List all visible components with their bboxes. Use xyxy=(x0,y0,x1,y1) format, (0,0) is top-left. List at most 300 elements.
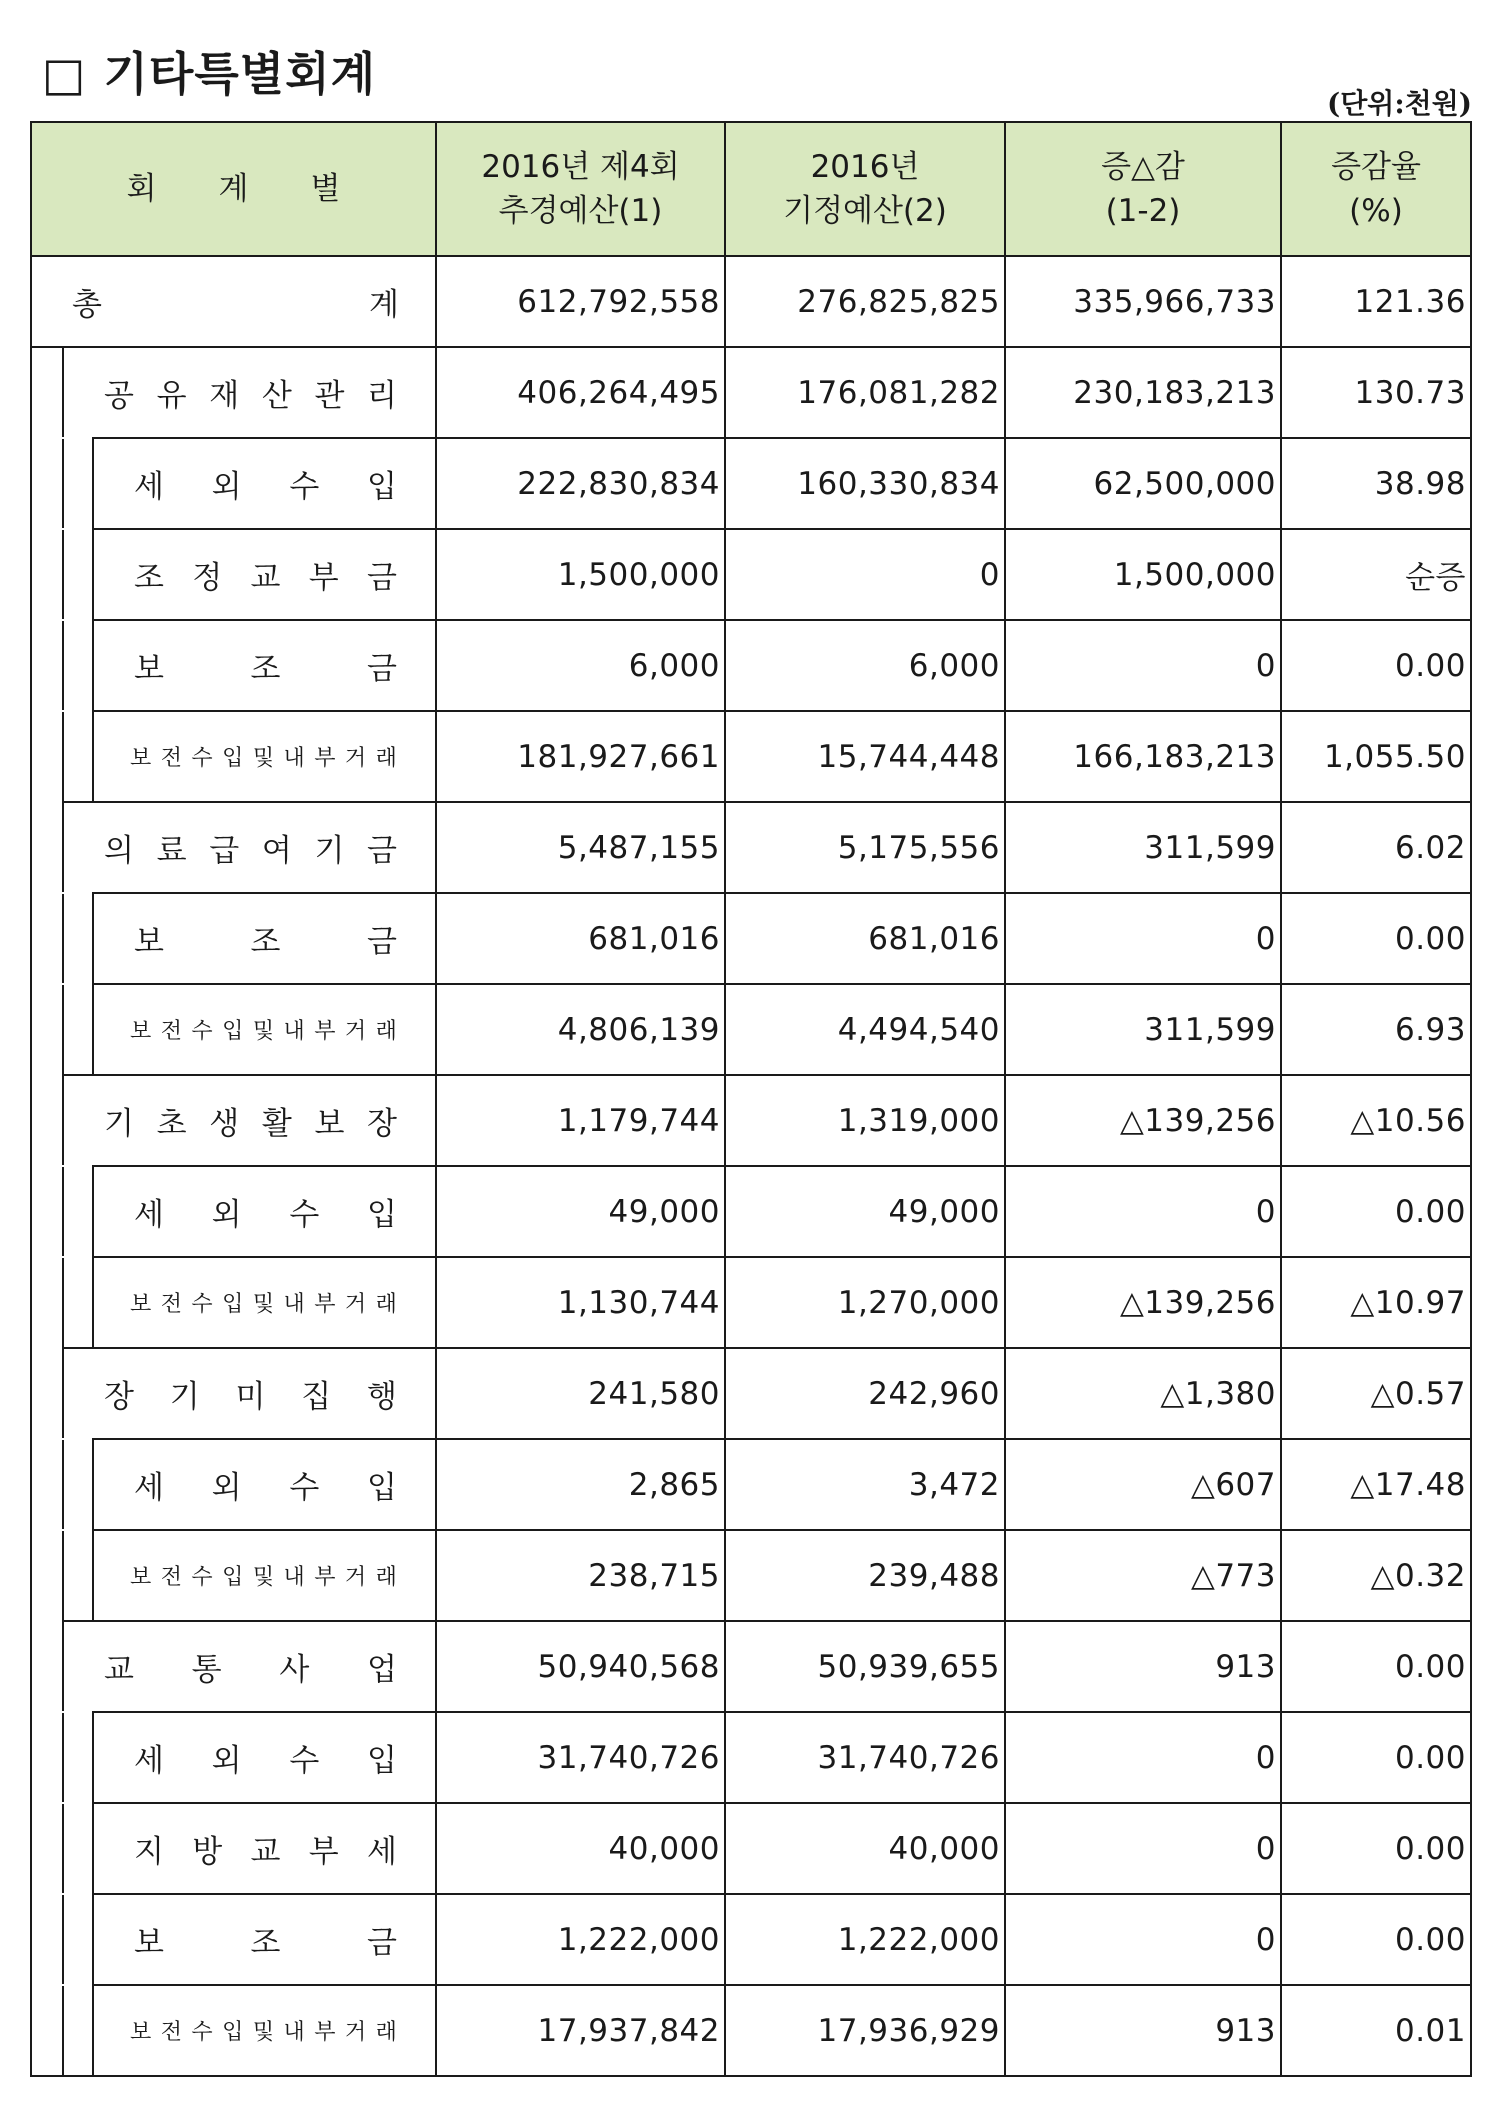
change-amount-cell: 1,500,000 xyxy=(1005,529,1281,620)
account-name-char: 보 xyxy=(314,1106,345,1142)
border-mask xyxy=(32,1347,62,1349)
change-rate-cell: 0.00 xyxy=(1281,1712,1471,1803)
page-title: □ 기타특별회계 xyxy=(42,47,377,101)
revised-budget-cell: 50,940,568 xyxy=(436,1621,725,1712)
change-amount-cell: 311,599 xyxy=(1005,984,1281,1075)
indent-line xyxy=(92,1984,94,2077)
revised-budget-cell: 17,937,842 xyxy=(436,1985,725,2076)
existing-budget-cell: 31,740,726 xyxy=(725,1712,1005,1803)
indent-line xyxy=(62,1984,64,2077)
header-col1-line2: 추경예산(1) xyxy=(498,193,663,229)
account-name-char: 거 xyxy=(344,1019,367,1044)
table-row xyxy=(31,1257,1471,1348)
indent-line xyxy=(62,710,64,803)
account-name-char: 기 xyxy=(104,1106,134,1142)
border-mask xyxy=(32,1802,92,1804)
header-col2-line1: 2016년 xyxy=(810,149,920,185)
account-name-char: 내 xyxy=(283,1565,305,1590)
budget-table xyxy=(30,121,1472,2077)
revised-budget-cell: 2,865 xyxy=(436,1439,725,1530)
account-name-char: 및 xyxy=(252,1019,275,1044)
change-amount-cell: △139,256 xyxy=(1005,1257,1281,1348)
account-name-char: 교 xyxy=(250,1834,281,1870)
account-name-label xyxy=(32,370,435,415)
table-row xyxy=(31,1530,1471,1621)
table-header-row xyxy=(31,122,1471,256)
border-mask xyxy=(32,892,92,894)
revised-budget-cell: 681,016 xyxy=(436,893,725,984)
account-name-char: 보 xyxy=(130,2020,152,2045)
account-name-cell xyxy=(31,1166,436,1257)
table-row xyxy=(31,1621,1471,1712)
account-name-cell xyxy=(31,711,436,802)
indent-line xyxy=(62,983,64,1076)
account-name-char: 세 xyxy=(134,1470,164,1506)
account-name-char: 내 xyxy=(283,1019,305,1044)
account-name-char: 내 xyxy=(283,746,305,771)
border-mask xyxy=(32,1893,92,1895)
account-name-char: 금 xyxy=(367,924,397,960)
account-name-char: 여 xyxy=(261,833,292,869)
change-rate-cell: △10.56 xyxy=(1281,1075,1471,1166)
indent-line xyxy=(62,1165,64,1258)
change-amount-cell: 62,500,000 xyxy=(1005,438,1281,529)
change-amount-cell: 0 xyxy=(1005,893,1281,984)
indent-line xyxy=(62,1620,64,1713)
change-rate-cell: 0.01 xyxy=(1281,1985,1471,2076)
account-name-char: 공 xyxy=(104,378,134,414)
account-name-cell xyxy=(31,893,436,984)
header-account xyxy=(31,122,436,256)
indent-line xyxy=(92,619,94,712)
account-name-char: 통 xyxy=(191,1652,222,1688)
account-name-char: 교 xyxy=(250,560,281,596)
account-name-char: 부 xyxy=(308,560,339,596)
header-col1-line1: 2016년 제4회 xyxy=(481,149,680,185)
account-name-cell xyxy=(31,1257,436,1348)
account-name-label xyxy=(32,279,435,324)
header-col2-line2: 기정예산(2) xyxy=(783,193,947,229)
change-rate-cell: 0.00 xyxy=(1281,1166,1471,1257)
account-name-char: 리 xyxy=(367,378,397,414)
revised-budget-cell: 49,000 xyxy=(436,1166,725,1257)
account-name-char: 입 xyxy=(222,1292,244,1317)
change-rate-cell: △10.97 xyxy=(1281,1257,1471,1348)
indent-line xyxy=(92,528,94,621)
revised-budget-cell: 40,000 xyxy=(436,1803,725,1894)
account-name-cell xyxy=(31,1621,436,1712)
change-rate-cell: △17.48 xyxy=(1281,1439,1471,1530)
indent-line xyxy=(62,1438,64,1531)
existing-budget-cell: 40,000 xyxy=(725,1803,1005,1894)
account-name-char: 장 xyxy=(367,1106,397,1142)
change-rate-cell: 0.00 xyxy=(1281,1621,1471,1712)
account-name-char: 총 xyxy=(72,287,102,323)
indent-line xyxy=(62,1256,64,1349)
account-name-char: 수 xyxy=(289,1470,320,1506)
account-name-char: 세 xyxy=(134,469,164,505)
change-rate-cell: 130.73 xyxy=(1281,347,1471,438)
account-name-cell xyxy=(31,438,436,529)
existing-budget-cell: 50,939,655 xyxy=(725,1621,1005,1712)
table-row xyxy=(31,1166,1471,1257)
revised-budget-cell: 1,130,744 xyxy=(436,1257,725,1348)
existing-budget-cell: 6,000 xyxy=(725,620,1005,711)
change-amount-cell: 335,966,733 xyxy=(1005,256,1281,347)
indent-line xyxy=(92,1529,94,1622)
account-name-char: 거 xyxy=(344,1292,367,1317)
account-name-char: 입 xyxy=(367,1743,397,1779)
change-amount-cell: △1,380 xyxy=(1005,1348,1281,1439)
header-col3-line2: (1-2) xyxy=(1105,193,1181,229)
table-row xyxy=(31,1439,1471,1530)
change-rate-cell: 0.00 xyxy=(1281,893,1471,984)
border-mask xyxy=(32,801,62,803)
existing-budget-cell: 239,488 xyxy=(725,1530,1005,1621)
change-rate-cell: 0.00 xyxy=(1281,620,1471,711)
change-rate-cell: 38.98 xyxy=(1281,438,1471,529)
change-amount-cell: 913 xyxy=(1005,1985,1281,2076)
border-mask xyxy=(32,983,92,985)
account-name-char: 부 xyxy=(314,2020,336,2045)
existing-budget-cell: 1,319,000 xyxy=(725,1075,1005,1166)
account-name-char: 조 xyxy=(250,651,281,687)
account-name-char: 세 xyxy=(134,1197,164,1233)
indent-line xyxy=(62,346,64,439)
header-revised-budget xyxy=(436,122,725,256)
account-name-char: 전 xyxy=(160,746,182,771)
account-name-char: 래 xyxy=(375,1019,397,1044)
table-row xyxy=(31,1712,1471,1803)
change-amount-cell: 0 xyxy=(1005,1803,1281,1894)
header-existing-budget xyxy=(725,122,1005,256)
revised-budget-cell: 238,715 xyxy=(436,1530,725,1621)
account-name-char: 업 xyxy=(367,1652,397,1688)
account-name-cell xyxy=(31,529,436,620)
account-name-char: 활 xyxy=(261,1106,292,1142)
account-name-char: 입 xyxy=(367,469,397,505)
border-mask xyxy=(32,710,92,712)
account-name-cell xyxy=(31,1803,436,1894)
account-name-char: 수 xyxy=(191,2020,213,2045)
existing-budget-cell: 4,494,540 xyxy=(725,984,1005,1075)
revised-budget-cell: 181,927,661 xyxy=(436,711,725,802)
header-col4-line2: (%) xyxy=(1349,193,1403,229)
account-name-char: 금 xyxy=(367,833,397,869)
account-name-char: 외 xyxy=(211,1197,242,1233)
account-name-char: 전 xyxy=(160,1565,182,1590)
revised-budget-cell: 5,487,155 xyxy=(436,802,725,893)
account-name-char: 세 xyxy=(134,1743,164,1779)
border-mask xyxy=(32,1438,92,1440)
indent-line xyxy=(62,1711,64,1804)
account-name-cell xyxy=(31,1712,436,1803)
account-name-char: 세 xyxy=(367,1834,397,1870)
account-name-char: 입 xyxy=(367,1197,397,1233)
account-name-char: 유 xyxy=(156,378,187,414)
account-name-char: 부 xyxy=(308,1834,339,1870)
table-row xyxy=(31,1894,1471,1985)
account-name-char: 미 xyxy=(235,1379,266,1415)
table-row xyxy=(31,893,1471,984)
account-name-char: 보 xyxy=(130,1565,152,1590)
table-row xyxy=(31,711,1471,802)
revised-budget-cell: 6,000 xyxy=(436,620,725,711)
existing-budget-cell: 17,936,929 xyxy=(725,1985,1005,2076)
border-mask xyxy=(32,1711,92,1713)
account-name-char: 보 xyxy=(130,1292,152,1317)
account-name-char: 생 xyxy=(209,1106,240,1142)
account-name-char: 내 xyxy=(283,2020,305,2045)
account-name-char: 외 xyxy=(211,1470,242,1506)
account-name-char: 보 xyxy=(134,651,164,687)
account-name-char: 급 xyxy=(209,833,240,869)
account-name-char: 의 xyxy=(104,833,134,869)
indent-line xyxy=(92,983,94,1076)
account-name-cell xyxy=(31,256,436,347)
existing-budget-cell: 3,472 xyxy=(725,1439,1005,1530)
indent-line xyxy=(92,437,94,530)
account-name-char: 전 xyxy=(160,2020,182,2045)
change-amount-cell: 913 xyxy=(1005,1621,1281,1712)
change-rate-cell: 순증 xyxy=(1281,529,1471,620)
revised-budget-cell: 612,792,558 xyxy=(436,256,725,347)
change-rate-cell: 1,055.50 xyxy=(1281,711,1471,802)
account-name-cell xyxy=(31,984,436,1075)
account-name-char: 수 xyxy=(191,746,213,771)
change-amount-cell: 0 xyxy=(1005,1166,1281,1257)
table-row xyxy=(31,1348,1471,1439)
account-name-char: 및 xyxy=(252,746,275,771)
account-name-char: 행 xyxy=(367,1379,397,1415)
account-name-char: 지 xyxy=(134,1834,164,1870)
revised-budget-cell: 222,830,834 xyxy=(436,438,725,529)
table-row xyxy=(31,984,1471,1075)
border-mask xyxy=(32,1984,92,1986)
existing-budget-cell: 242,960 xyxy=(725,1348,1005,1439)
change-rate-cell: △0.57 xyxy=(1281,1348,1471,1439)
header-col4-line1: 증감율 xyxy=(1331,149,1421,185)
account-name-char: 보 xyxy=(130,746,152,771)
account-name-char: 사 xyxy=(279,1652,310,1688)
existing-budget-cell: 0 xyxy=(725,529,1005,620)
account-name-char: 래 xyxy=(375,1565,397,1590)
existing-budget-cell: 1,270,000 xyxy=(725,1257,1005,1348)
account-name-char: 래 xyxy=(375,746,397,771)
change-amount-cell: △773 xyxy=(1005,1530,1281,1621)
account-name-cell xyxy=(31,1439,436,1530)
account-name-char: 보 xyxy=(130,1019,152,1044)
unit-label: (단위:천원) xyxy=(1326,87,1472,120)
border-mask xyxy=(32,528,92,530)
account-name-char: 금 xyxy=(367,651,397,687)
table-row xyxy=(31,256,1471,347)
change-rate-cell: 121.36 xyxy=(1281,256,1471,347)
table-row xyxy=(31,347,1471,438)
account-name-cell xyxy=(31,347,436,438)
existing-budget-cell: 176,081,282 xyxy=(725,347,1005,438)
existing-budget-cell: 1,222,000 xyxy=(725,1894,1005,1985)
indent-line xyxy=(92,710,94,803)
account-name-char: 금 xyxy=(367,560,397,596)
account-name-cell xyxy=(31,1075,436,1166)
existing-budget-cell: 276,825,825 xyxy=(725,256,1005,347)
border-mask xyxy=(32,1165,92,1167)
table-row xyxy=(31,438,1471,529)
account-name-cell xyxy=(31,1894,436,1985)
account-name-char: 부 xyxy=(314,1019,336,1044)
change-rate-cell: △0.32 xyxy=(1281,1530,1471,1621)
indent-line xyxy=(62,437,64,530)
account-name-char: 보 xyxy=(134,1925,164,1961)
account-name-char: 및 xyxy=(252,1292,275,1317)
account-name-char: 입 xyxy=(222,746,244,771)
change-amount-cell: 166,183,213 xyxy=(1005,711,1281,802)
account-name-char: 부 xyxy=(314,1292,336,1317)
account-name-label xyxy=(32,1371,435,1416)
border-mask xyxy=(32,1256,92,1258)
revised-budget-cell: 4,806,139 xyxy=(436,984,725,1075)
indent-line xyxy=(62,892,64,985)
table-row xyxy=(31,620,1471,711)
table-row xyxy=(31,1075,1471,1166)
indent-line xyxy=(62,1893,64,1986)
account-name-char: 입 xyxy=(367,1470,397,1506)
account-name-cell xyxy=(31,1348,436,1439)
indent-line xyxy=(62,619,64,712)
table-body xyxy=(31,256,1471,2076)
account-name-char: 료 xyxy=(156,833,187,869)
account-name-cell xyxy=(31,620,436,711)
account-name-char: 금 xyxy=(367,1925,397,1961)
indent-line xyxy=(92,1438,94,1531)
revised-budget-cell: 406,264,495 xyxy=(436,347,725,438)
account-name-char: 방 xyxy=(192,1834,223,1870)
revised-budget-cell: 31,740,726 xyxy=(436,1712,725,1803)
account-name-char: 래 xyxy=(375,1292,397,1317)
table-row xyxy=(31,1803,1471,1894)
indent-line xyxy=(92,1802,94,1895)
revised-budget-cell: 1,500,000 xyxy=(436,529,725,620)
account-name-char: 수 xyxy=(191,1565,213,1590)
change-rate-cell: 0.00 xyxy=(1281,1803,1471,1894)
account-name-char: 보 xyxy=(134,924,164,960)
indent-line xyxy=(92,1711,94,1804)
header-account-label: 회 계 별 xyxy=(126,171,341,207)
account-name-char: 계 xyxy=(369,287,399,323)
account-name-cell xyxy=(31,802,436,893)
change-amount-cell: 0 xyxy=(1005,1712,1281,1803)
table-row xyxy=(31,802,1471,893)
revised-budget-cell: 1,222,000 xyxy=(436,1894,725,1985)
change-amount-cell: 0 xyxy=(1005,1894,1281,1985)
account-name-char: 조 xyxy=(134,560,164,596)
indent-line xyxy=(92,1893,94,1986)
indent-line xyxy=(62,528,64,621)
account-name-char: 기 xyxy=(314,833,345,869)
change-rate-cell: 6.93 xyxy=(1281,984,1471,1075)
indent-line xyxy=(62,801,64,894)
border-mask xyxy=(32,1074,62,1076)
account-name-cell xyxy=(31,1530,436,1621)
account-name-char: 조 xyxy=(250,1925,281,1961)
account-name-char: 전 xyxy=(160,1292,182,1317)
account-name-char: 입 xyxy=(222,1565,244,1590)
account-name-char: 조 xyxy=(250,924,281,960)
account-name-char: 수 xyxy=(289,469,320,505)
change-amount-cell: △607 xyxy=(1005,1439,1281,1530)
account-name-char: 및 xyxy=(252,2020,275,2045)
account-name-char: 교 xyxy=(104,1652,134,1688)
account-name-char: 정 xyxy=(192,560,223,596)
account-name-char: 외 xyxy=(211,469,242,505)
border-mask xyxy=(32,1529,92,1531)
change-amount-cell: 230,183,213 xyxy=(1005,347,1281,438)
indent-line xyxy=(62,1529,64,1622)
account-name-char: 재 xyxy=(209,378,240,414)
header-col3-line1: 증△감 xyxy=(1101,149,1185,185)
account-name-char: 전 xyxy=(160,1019,182,1044)
account-name-char: 래 xyxy=(375,2020,397,2045)
account-name-char: 수 xyxy=(289,1197,320,1233)
account-name-char: 거 xyxy=(344,2020,367,2045)
change-rate-cell: 0.00 xyxy=(1281,1894,1471,1985)
account-name-char: 집 xyxy=(301,1379,332,1415)
account-name-label xyxy=(32,825,435,870)
header-change xyxy=(1005,122,1281,256)
table-row xyxy=(31,529,1471,620)
account-name-char: 초 xyxy=(156,1106,187,1142)
existing-budget-cell: 15,744,448 xyxy=(725,711,1005,802)
account-name-char: 부 xyxy=(314,1565,336,1590)
account-name-char: 및 xyxy=(252,1565,275,1590)
revised-budget-cell: 1,179,744 xyxy=(436,1075,725,1166)
account-name-char: 수 xyxy=(191,1019,213,1044)
border-mask xyxy=(32,619,92,621)
account-name-char: 외 xyxy=(211,1743,242,1779)
change-amount-cell: 0 xyxy=(1005,620,1281,711)
indent-line xyxy=(92,892,94,985)
table-row xyxy=(31,1985,1471,2076)
revised-budget-cell: 241,580 xyxy=(436,1348,725,1439)
existing-budget-cell: 681,016 xyxy=(725,893,1005,984)
existing-budget-cell: 5,175,556 xyxy=(725,802,1005,893)
account-name-char: 산 xyxy=(261,378,292,414)
account-name-char: 기 xyxy=(169,1379,200,1415)
indent-line xyxy=(92,1165,94,1258)
account-name-char: 수 xyxy=(191,1292,213,1317)
account-name-char: 입 xyxy=(222,2020,244,2045)
account-name-char: 관 xyxy=(314,378,345,414)
account-name-char: 거 xyxy=(344,746,367,771)
account-name-label xyxy=(32,1644,435,1689)
account-name-char: 내 xyxy=(283,1292,305,1317)
account-name-char: 입 xyxy=(222,1019,244,1044)
indent-line xyxy=(62,1802,64,1895)
border-mask xyxy=(32,437,92,439)
change-amount-cell: 311,599 xyxy=(1005,802,1281,893)
indent-line xyxy=(92,1256,94,1349)
account-name-label xyxy=(32,1098,435,1143)
header-change-rate xyxy=(1281,122,1471,256)
account-name-cell xyxy=(31,1985,436,2076)
account-name-char: 장 xyxy=(104,1379,134,1415)
border-mask xyxy=(32,1620,62,1622)
account-name-char: 수 xyxy=(289,1743,320,1779)
existing-budget-cell: 160,330,834 xyxy=(725,438,1005,529)
change-amount-cell: △139,256 xyxy=(1005,1075,1281,1166)
account-name-char: 거 xyxy=(344,1565,367,1590)
